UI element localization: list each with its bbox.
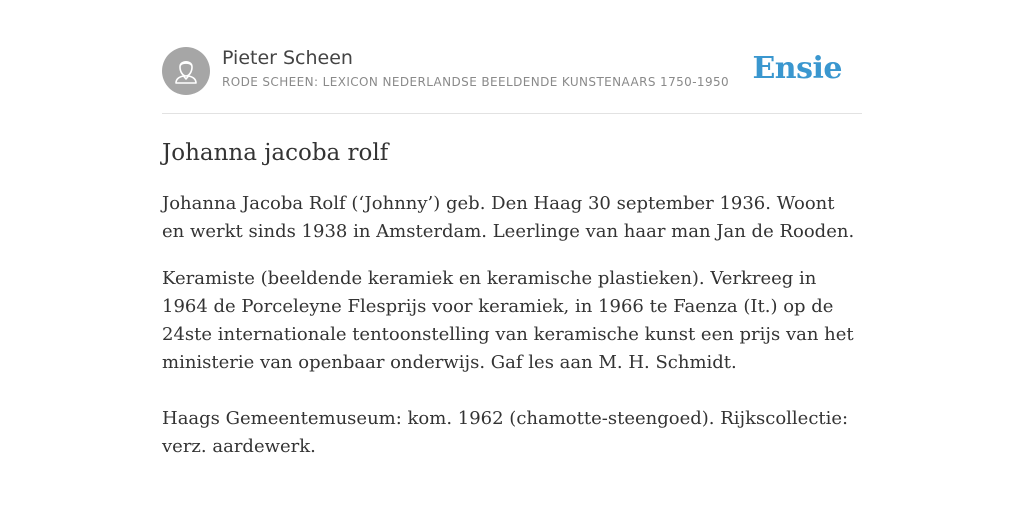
article-body <box>162 190 862 461</box>
article-paragraph: Haags Gemeentemuseum: kom. 1962 (chamotte-steengoed). Rijkscollectie: verz. aardewerk. <box>162 408 849 457</box>
article-header <box>162 46 862 96</box>
article-paragraph: Keramiste (beeldende keramiek en keramische plastieken). Verkreeg in 1964 de Porceleyne Flesprijs voor keramiek, in 1966 te Faenza (It.) op de 24ste internationale tentoonstelling van keramische kunst een prijs van het ministerie van openbaar onderwijs. Gaf les aan M. H. Schmidt. <box>162 268 854 373</box>
author-name[interactable]: Pieter Scheen <box>222 47 353 69</box>
user-silhouette-icon <box>162 47 210 95</box>
source-title[interactable]: RODE SCHEEN: LEXICON NEDERLANDSE BEELDENDE KUNSTENAARS 1750-1950 <box>222 75 730 89</box>
author-avatar-user-icon[interactable] <box>162 47 210 95</box>
article-title: Johanna jacoba rolf <box>162 140 389 166</box>
header-divider <box>162 113 862 114</box>
article-paragraph: Johanna Jacoba Rolf (‘Johnny’) geb. Den Haag 30 september 1936. Woont en werkt sinds 1938 in Amsterdam. Leerlinge van haar man Jan de Rooden. <box>162 193 855 242</box>
ensie-logo-link[interactable]: Ensie <box>752 51 842 86</box>
